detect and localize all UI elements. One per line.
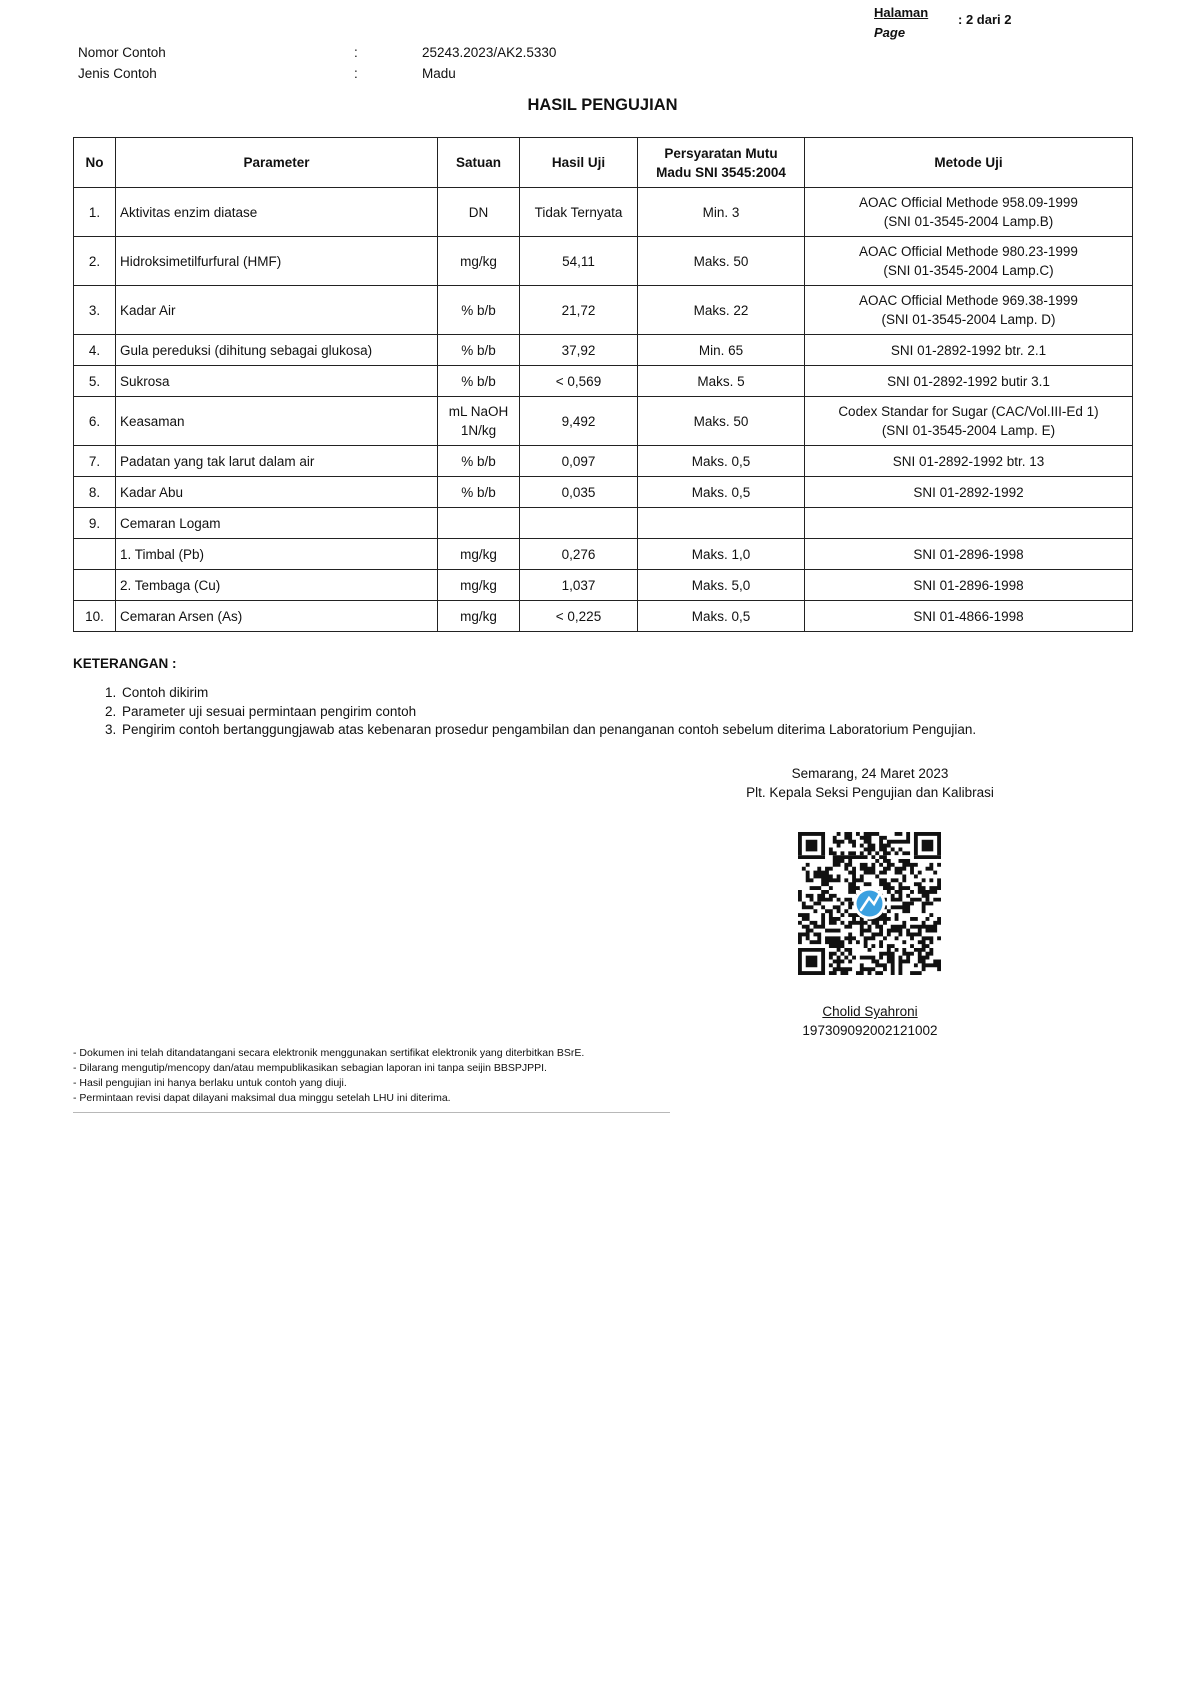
table-row: [74, 237, 1133, 286]
cell-method-line1: Codex Standar for Sugar (CAC/Vol.III-Ed 1): [838, 404, 1099, 419]
sample-type-label: Jenis Contoh: [78, 66, 157, 81]
note-item: 2. Parameter uji sesuai permintaan pengirim contoh: [120, 703, 1200, 722]
header-requirement-line1: Persyaratan Mutu: [664, 145, 778, 161]
cell-no: 5.: [74, 366, 116, 397]
cell-result: 1,037: [520, 570, 638, 601]
cell-method-line1: AOAC Official Methode 969.38-1999: [859, 293, 1078, 308]
header-result: Hasil Uji: [520, 138, 638, 188]
cell-requirement: Min. 65: [638, 335, 805, 366]
table-row: [74, 570, 1133, 601]
cell-method: [805, 508, 1133, 539]
page-label-en: Page: [874, 25, 906, 40]
cell-parameter: Cemaran Arsen (As): [116, 601, 438, 632]
cell-requirement: Maks. 0,5: [638, 601, 805, 632]
note-item: 3. Pengirim contoh bertanggungjawab atas kebenaran prosedur pengambilan dan penanganan contoh sebelum diterima Laboratorium Pengujian.: [120, 721, 1200, 740]
footer-divider: [73, 1112, 670, 1113]
cell-no: 10.: [74, 601, 116, 632]
cell-result: 0,035: [520, 477, 638, 508]
cell-unit: % b/b: [438, 335, 520, 366]
header-method: Metode Uji: [805, 138, 1133, 188]
cell-method-line1: AOAC Official Methode 980.23-1999: [859, 244, 1078, 259]
header-parameter: Parameter: [116, 138, 438, 188]
cell-result: 0,097: [520, 446, 638, 477]
cell-parameter: Sukrosa: [116, 366, 438, 397]
cell-parameter: 1. Timbal (Pb): [116, 539, 438, 570]
notes-title: KETERANGAN :: [73, 656, 177, 671]
cell-method-line2: (SNI 01-3545-2004 Lamp.B): [883, 214, 1054, 229]
table-header-row: [74, 138, 1133, 188]
cell-parameter: Cemaran Logam: [116, 508, 438, 539]
cell-unit-line2: 1N/kg: [460, 423, 497, 438]
cell-no: [74, 570, 116, 601]
cell-requirement: Maks. 50: [638, 237, 805, 286]
page-label: [874, 3, 928, 43]
cell-result: < 0,225: [520, 601, 638, 632]
signatory-name: Cholid Syahroni: [822, 1004, 918, 1019]
cell-method-line2: (SNI 01-3545-2004 Lamp. E): [881, 423, 1056, 438]
cell-method: SNI 01-2896-1998: [805, 570, 1133, 601]
cell-method: SNI 01-2892-1992: [805, 477, 1133, 508]
cell-method-line2: (SNI 01-3545-2004 Lamp.C): [883, 263, 1054, 278]
cell-method: SNI 01-2896-1998: [805, 539, 1133, 570]
page-label-id: Halaman: [874, 5, 929, 20]
cell-unit: % b/b: [438, 286, 520, 335]
table-row: [74, 286, 1133, 335]
cell-no: 7.: [74, 446, 116, 477]
cell-method: SNI 01-2892-1992 butir 3.1: [805, 366, 1133, 397]
cell-result: 9,492: [520, 397, 638, 446]
signature-city-date: Semarang, 24 Maret 2023: [791, 766, 949, 781]
cell-method: SNI 01-2892-1992 btr. 2.1: [805, 335, 1133, 366]
cell-method: [805, 397, 1133, 446]
cell-requirement: Maks. 5,0: [638, 570, 805, 601]
cell-method-line2: (SNI 01-3545-2004 Lamp. D): [881, 312, 1056, 327]
cell-unit: mg/kg: [438, 237, 520, 286]
cell-no: 4.: [74, 335, 116, 366]
cell-method: SNI 01-4866-1998: [805, 601, 1133, 632]
sample-number-row: [78, 45, 678, 65]
cell-requirement: Maks. 0,5: [638, 446, 805, 477]
note-item: 1. Contoh dikirim: [120, 684, 1200, 703]
sample-type-value: Madu: [422, 66, 456, 81]
table-row: [74, 188, 1133, 237]
sample-type-colon: :: [354, 66, 358, 81]
cell-method: [805, 286, 1133, 335]
results-table: [73, 137, 1133, 632]
cell-no: 2.: [74, 237, 116, 286]
cell-result: < 0,569: [520, 366, 638, 397]
cell-parameter: Padatan yang tak larut dalam air: [116, 446, 438, 477]
header-no: No: [74, 138, 116, 188]
cell-parameter: Hidroksimetilfurfural (HMF): [116, 237, 438, 286]
signature-position: Plt. Kepala Seksi Pengujian dan Kalibrasi: [746, 785, 994, 800]
cell-unit: % b/b: [438, 477, 520, 508]
cell-parameter: 2. Tembaga (Cu): [116, 570, 438, 601]
header-requirement-line2: Madu SNI 3545:2004: [656, 164, 786, 180]
disclaimer: [73, 1046, 584, 1106]
cell-unit: mg/kg: [438, 601, 520, 632]
table-row: [74, 397, 1133, 446]
table-row: [74, 366, 1133, 397]
disclaimer-line: - Hasil pengujian ini hanya berlaku untuk contoh yang diuji.: [73, 1077, 347, 1089]
cell-requirement: Maks. 22: [638, 286, 805, 335]
cell-parameter: Kadar Abu: [116, 477, 438, 508]
signatory-nip: 197309092002121002: [802, 1023, 938, 1038]
header-unit: Satuan: [438, 138, 520, 188]
cell-requirement: Min. 3: [638, 188, 805, 237]
cell-requirement: Maks. 50: [638, 397, 805, 446]
cell-no: [74, 539, 116, 570]
cell-result: Tidak Ternyata: [520, 188, 638, 237]
cell-no: 3.: [74, 286, 116, 335]
cell-method: SNI 01-2892-1992 btr. 13: [805, 446, 1133, 477]
sample-number-colon: :: [354, 45, 358, 60]
cell-unit: mg/kg: [438, 539, 520, 570]
cell-no: 1.: [74, 188, 116, 237]
cell-result: [520, 508, 638, 539]
cell-result: 21,72: [520, 286, 638, 335]
cell-unit: [438, 508, 520, 539]
cell-no: 6.: [74, 397, 116, 446]
cell-parameter: Kadar Air: [116, 286, 438, 335]
disclaimer-line: - Permintaan revisi dapat dilayani maksimal dua minggu setelah LHU ini diterima.: [73, 1092, 451, 1104]
cell-unit-line1: mL NaOH: [448, 404, 509, 419]
cell-parameter: Gula pereduksi (dihitung sebagai glukosa): [116, 335, 438, 366]
cell-parameter: Aktivitas enzim diatase: [116, 188, 438, 237]
cell-unit: % b/b: [438, 446, 520, 477]
table-row: [74, 601, 1133, 632]
table-row: [74, 446, 1133, 477]
qr-code-graphic: [798, 832, 941, 975]
cell-method: [805, 188, 1133, 237]
disclaimer-line: - Dilarang mengutip/mencopy dan/atau mempublikasikan sebagian laporan ini tanpa seijin BBSPJPPI.: [73, 1062, 547, 1074]
cell-method: [805, 237, 1133, 286]
cell-unit: mg/kg: [438, 570, 520, 601]
cell-result: 37,92: [520, 335, 638, 366]
cell-no: 8.: [74, 477, 116, 508]
cell-method-line1: AOAC Official Methode 958.09-1999: [859, 195, 1078, 210]
table-row: [74, 335, 1133, 366]
cell-parameter: Keasaman: [116, 397, 438, 446]
cell-no: 9.: [74, 508, 116, 539]
cell-requirement: [638, 508, 805, 539]
cell-requirement: Maks. 0,5: [638, 477, 805, 508]
cell-requirement: Maks. 5: [638, 366, 805, 397]
sample-number-label: Nomor Contoh: [78, 45, 166, 60]
sample-number-value: 25243.2023/AK2.5330: [422, 45, 557, 60]
cell-unit: [438, 397, 520, 446]
cell-unit: % b/b: [438, 366, 520, 397]
notes-list: [73, 684, 1200, 740]
disclaimer-line: - Dokumen ini telah ditandatangani secara elektronik menggunakan sertifikat elektronik yang diterbitkan BSrE.: [73, 1047, 585, 1059]
qr-code-icon: [798, 832, 941, 975]
table-row: [74, 508, 1133, 539]
header-requirement: [638, 138, 805, 188]
page-number: : 2 dari 2: [958, 12, 1012, 27]
cell-unit: DN: [438, 188, 520, 237]
cell-result: 0,276: [520, 539, 638, 570]
table-row: [74, 477, 1133, 508]
cell-requirement: Maks. 1,0: [638, 539, 805, 570]
sample-type-row: [78, 66, 678, 86]
document-title: HASIL PENGUJIAN: [527, 96, 678, 114]
cell-result: 54,11: [520, 237, 638, 286]
table-row: [74, 539, 1133, 570]
